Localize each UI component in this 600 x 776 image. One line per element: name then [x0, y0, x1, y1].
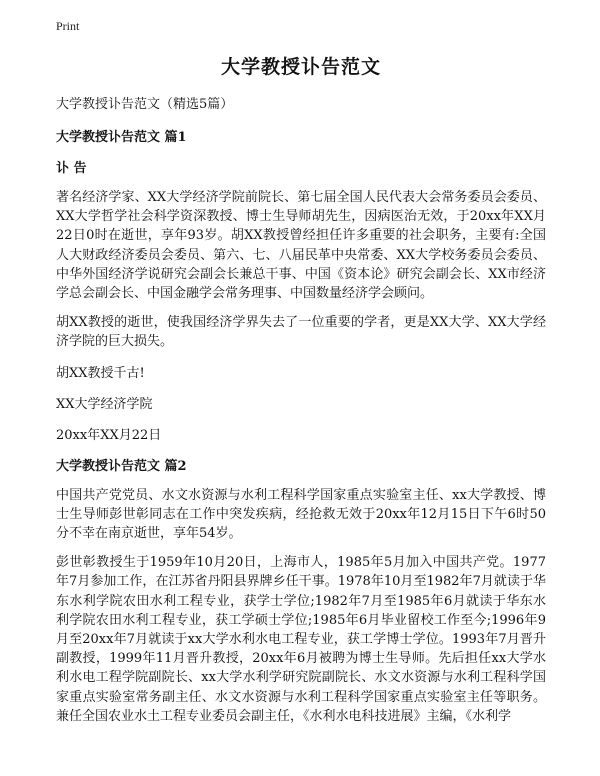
document-page	[56, 52, 546, 736]
paragraph: 彭世彰教授生于1959年10月20日，上海市人，1985年5月加入中国共产党。1977年7月参加工作，在江苏省丹阳县界牌乡任干事。1978年10月至1982年7月就读于华东水利学院农田水利工程专业，获学士学位;1982年7月至1985年6月就读于华东水利学院农田水利工程专业，获工学硕士学位;1985年6月毕业留校工作至今;1996年9月至20xx年7月就读于xx大学水利水电工程专业，获工学博士学位。1993年7月晋升副教授，1999年11月晋升教授，20xx年6月被聘为博士生导师。先后担任xx大学水利水电工程学院副院长、xx大学水利学研究院副院长、水文水资源与水利工程科学国家重点实验室常务副主任、水文水资源与水利工程科学国家重点实验室主任等职务。兼任全国农业水土工程专业委员会副主任，《水利水电科技进展》主编，《水利学	[56, 555, 546, 724]
paragraph: 胡XX教授的逝世，使我国经济学界失去了一位重要的学者，更是XX大学、XX大学经济学院的巨大损失。	[56, 315, 546, 350]
document-subtitle: 大学教授讣告范文（精选5篇）	[56, 97, 234, 112]
paragraph: 中国共产党党员、水文水资源与水利工程科学国家重点实验室主任、xx大学教授、博士生导师彭世彰同志在工作中突发疾病，经抢救无效于20xx年12月15日下午6时50分不幸在南京逝世，享年54岁。	[56, 487, 546, 542]
section-heading-2: 大学教授讣告范文 篇2	[56, 458, 187, 474]
closing-line: 胡XX教授千古!	[56, 365, 145, 381]
date-line: 20xx年XX月22日	[56, 427, 162, 443]
notice-title: 讣 告	[56, 161, 87, 176]
section-heading-1: 大学教授讣告范文 篇1	[56, 130, 187, 145]
print-link[interactable]: Print	[56, 19, 80, 33]
paragraph: 著名经济学家、XX大学经济学院前院长、第七届全国人民代表大会常务委员会委员、XX大学哲学社会科学资深教授、博士生导师胡先生，因病医治无效，于20xx年XX月22日0时在逝世，享年93岁。胡XX教授曾经担任许多重要的社会职务，主要有:全国人大财政经济委员会委员、第六、七、八届民革中央常委、XX大学校务委员会委员、中华外国经济学说研究会副会长兼总干事、中国《资本论》研究会副会长、XX市经济学总会副会长、中国金融学会常务理事、中国数量经济学会顾问。	[56, 190, 546, 302]
signature-line: XX大学经济学院	[56, 396, 153, 412]
document-title: 大学教授讣告范文	[220, 56, 381, 78]
